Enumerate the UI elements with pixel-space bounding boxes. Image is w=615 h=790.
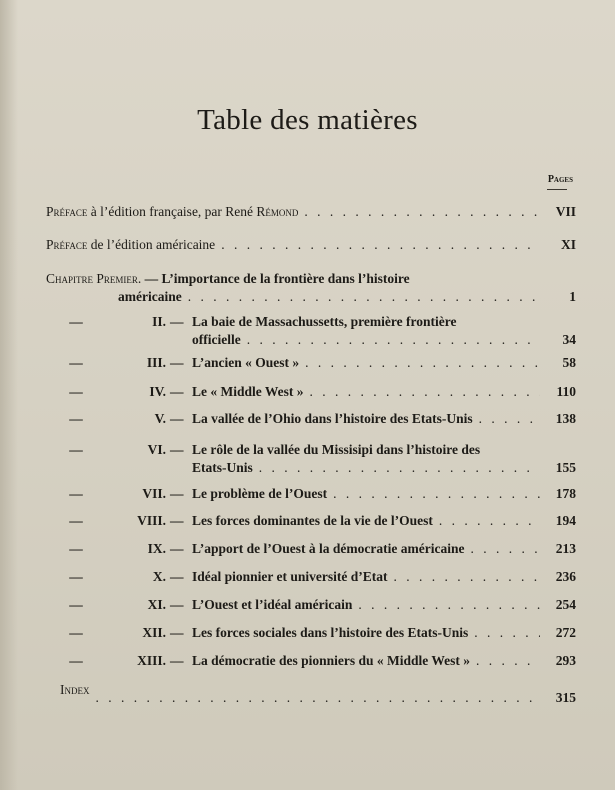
leader-dots: [96, 689, 541, 707]
chapter-dash: —: [69, 442, 83, 457]
toc-entry-chapter[interactable]: [46, 441, 576, 479]
chapter-number: XIII.: [137, 653, 166, 668]
chapter-number: II.: [152, 314, 166, 329]
page-number: XI: [560, 237, 576, 252]
chapter-1-title-line2: américaine: [118, 289, 182, 304]
chapter-separator: —: [170, 314, 184, 329]
page-number: 254: [555, 597, 576, 612]
chapter-separator: —: [170, 411, 184, 426]
page-number: 315: [555, 690, 576, 705]
toc-entry-chapter[interactable]: [46, 354, 576, 374]
leader-dots: [394, 568, 541, 586]
page-number: VII: [555, 204, 576, 219]
chapter-dash: —: [69, 597, 83, 612]
chapter-separator: —: [170, 625, 184, 640]
chapter-dash: —: [69, 541, 83, 556]
chapter-number: VIII.: [137, 513, 166, 528]
preface-fr-author: Rémond: [256, 204, 299, 219]
chapter-separator: —: [170, 569, 184, 584]
chapter-separator: —: [170, 653, 184, 668]
chapter-title-line1: Le rôle de la vallée du Missisipi dans l’histoire des: [192, 442, 481, 457]
chapter-number: XI.: [147, 597, 166, 612]
pages-column-label: Pages: [547, 174, 573, 185]
leader-dots: [474, 624, 540, 642]
toc-entry-preface-fr[interactable]: [46, 203, 576, 221]
chapter-1-lead: Chapitre Premier.: [46, 271, 142, 286]
chapter-separator: —: [170, 442, 184, 457]
page-title: Table des matières: [197, 104, 418, 136]
toc-entry-chapter-1[interactable]: [46, 270, 576, 306]
leader-dots: [221, 236, 540, 254]
chapter-title: Idéal pionnier et université d’Etat: [192, 569, 388, 584]
page-number: 213: [555, 541, 576, 556]
chapter-title: Le problème de l’Ouest: [192, 486, 328, 501]
chapter-separator: —: [170, 513, 184, 528]
chapter-separator: —: [170, 355, 184, 370]
chapter-number: IV.: [149, 384, 166, 399]
chapter-dash: —: [69, 486, 83, 501]
preface-fr-text: à l’édition française, par René: [87, 204, 257, 219]
preface-am-text: de l’édition américaine: [87, 237, 216, 252]
toc-entry-chapter[interactable]: [46, 652, 576, 672]
chapter-number: III.: [146, 355, 166, 370]
chapter-title: La vallée de l’Ohio dans l’histoire des Etats-Unis: [192, 411, 473, 426]
toc-entry-chapter[interactable]: [46, 540, 576, 560]
leader-dots: [305, 354, 540, 372]
chapter-title-line1: La baie de Massachussetts, première frontière: [192, 314, 457, 329]
page-number: 34: [562, 332, 576, 347]
chapter-title: Les forces sociales dans l’histoire des Etats-Unis: [192, 625, 469, 640]
chapter-dash: —: [69, 569, 83, 584]
toc-entry-chapter[interactable]: [46, 624, 576, 644]
page-number: 178: [555, 486, 576, 501]
chapter-title-line2: Etats-Unis: [192, 460, 253, 475]
chapter-1-title-line1: — L’importance de la frontière dans l’histoire: [141, 271, 410, 286]
toc-entry-index[interactable]: [46, 682, 576, 707]
chapter-title: L’Ouest et l’idéal américain: [192, 597, 353, 612]
chapter-dash: —: [69, 513, 83, 528]
chapter-number: V.: [154, 411, 166, 426]
leader-dots: [476, 652, 540, 670]
chapter-dash: —: [69, 314, 83, 329]
toc-entry-chapter[interactable]: [46, 596, 576, 616]
preface-fr-lead: Préface: [46, 204, 88, 219]
page-number: 155: [555, 460, 576, 475]
chapter-number: X.: [152, 569, 166, 584]
chapter-title: L’ancien « Ouest »: [192, 355, 300, 370]
toc-entry-preface-am[interactable]: [46, 236, 576, 254]
chapter-separator: —: [170, 541, 184, 556]
chapter-title: Les forces dominantes de la vie de l’Ouest: [192, 513, 433, 528]
chapter-number: XII.: [142, 625, 166, 640]
page-number: 58: [562, 355, 576, 370]
chapter-separator: —: [170, 597, 184, 612]
chapter-dash: —: [69, 653, 83, 668]
leader-dots: [333, 485, 540, 503]
pages-underline: [547, 189, 567, 190]
leader-dots: [259, 459, 540, 477]
toc-entry-chapter[interactable]: [46, 568, 576, 588]
chapter-title: La démocratie des pionniers du « Middle West »: [192, 653, 471, 668]
preface-am-lead: Préface: [46, 237, 88, 252]
leader-dots: [247, 331, 540, 349]
chapter-title: L’apport de l’Ouest à la démocratie américaine: [192, 541, 465, 556]
leader-dots: [439, 512, 540, 530]
chapter-dash: —: [69, 384, 83, 399]
toc-entry-chapter[interactable]: [46, 383, 576, 403]
toc-entry-chapter[interactable]: [46, 512, 576, 532]
chapter-title-line2: officielle: [192, 332, 241, 347]
chapter-number: IX.: [147, 541, 166, 556]
leader-dots: [304, 203, 540, 221]
leader-dots: [188, 288, 540, 306]
page-number: 194: [555, 513, 576, 528]
chapter-title: Le « Middle West »: [192, 384, 304, 399]
chapter-dash: —: [69, 625, 83, 640]
page-number: 138: [555, 411, 576, 426]
chapter-number: VI.: [147, 442, 166, 457]
toc-entry-chapter[interactable]: [46, 410, 576, 430]
chapter-separator: —: [170, 486, 184, 501]
toc-entry-chapter[interactable]: [46, 313, 576, 351]
chapter-separator: —: [170, 384, 184, 399]
chapter-number: VII.: [142, 486, 166, 501]
leader-dots: [479, 410, 540, 428]
leader-dots: [358, 596, 540, 614]
page-number: 236: [555, 569, 576, 584]
chapter-dash: —: [69, 355, 83, 370]
page-number: 1: [569, 289, 576, 304]
leader-dots: [310, 383, 540, 401]
toc-entry-chapter[interactable]: [46, 485, 576, 505]
index-label: Index: [60, 682, 90, 697]
leader-dots: [470, 540, 540, 558]
page-number: 110: [556, 384, 576, 399]
chapter-dash: —: [69, 411, 83, 426]
page-number: 293: [555, 653, 576, 668]
page-number: 272: [555, 625, 576, 640]
